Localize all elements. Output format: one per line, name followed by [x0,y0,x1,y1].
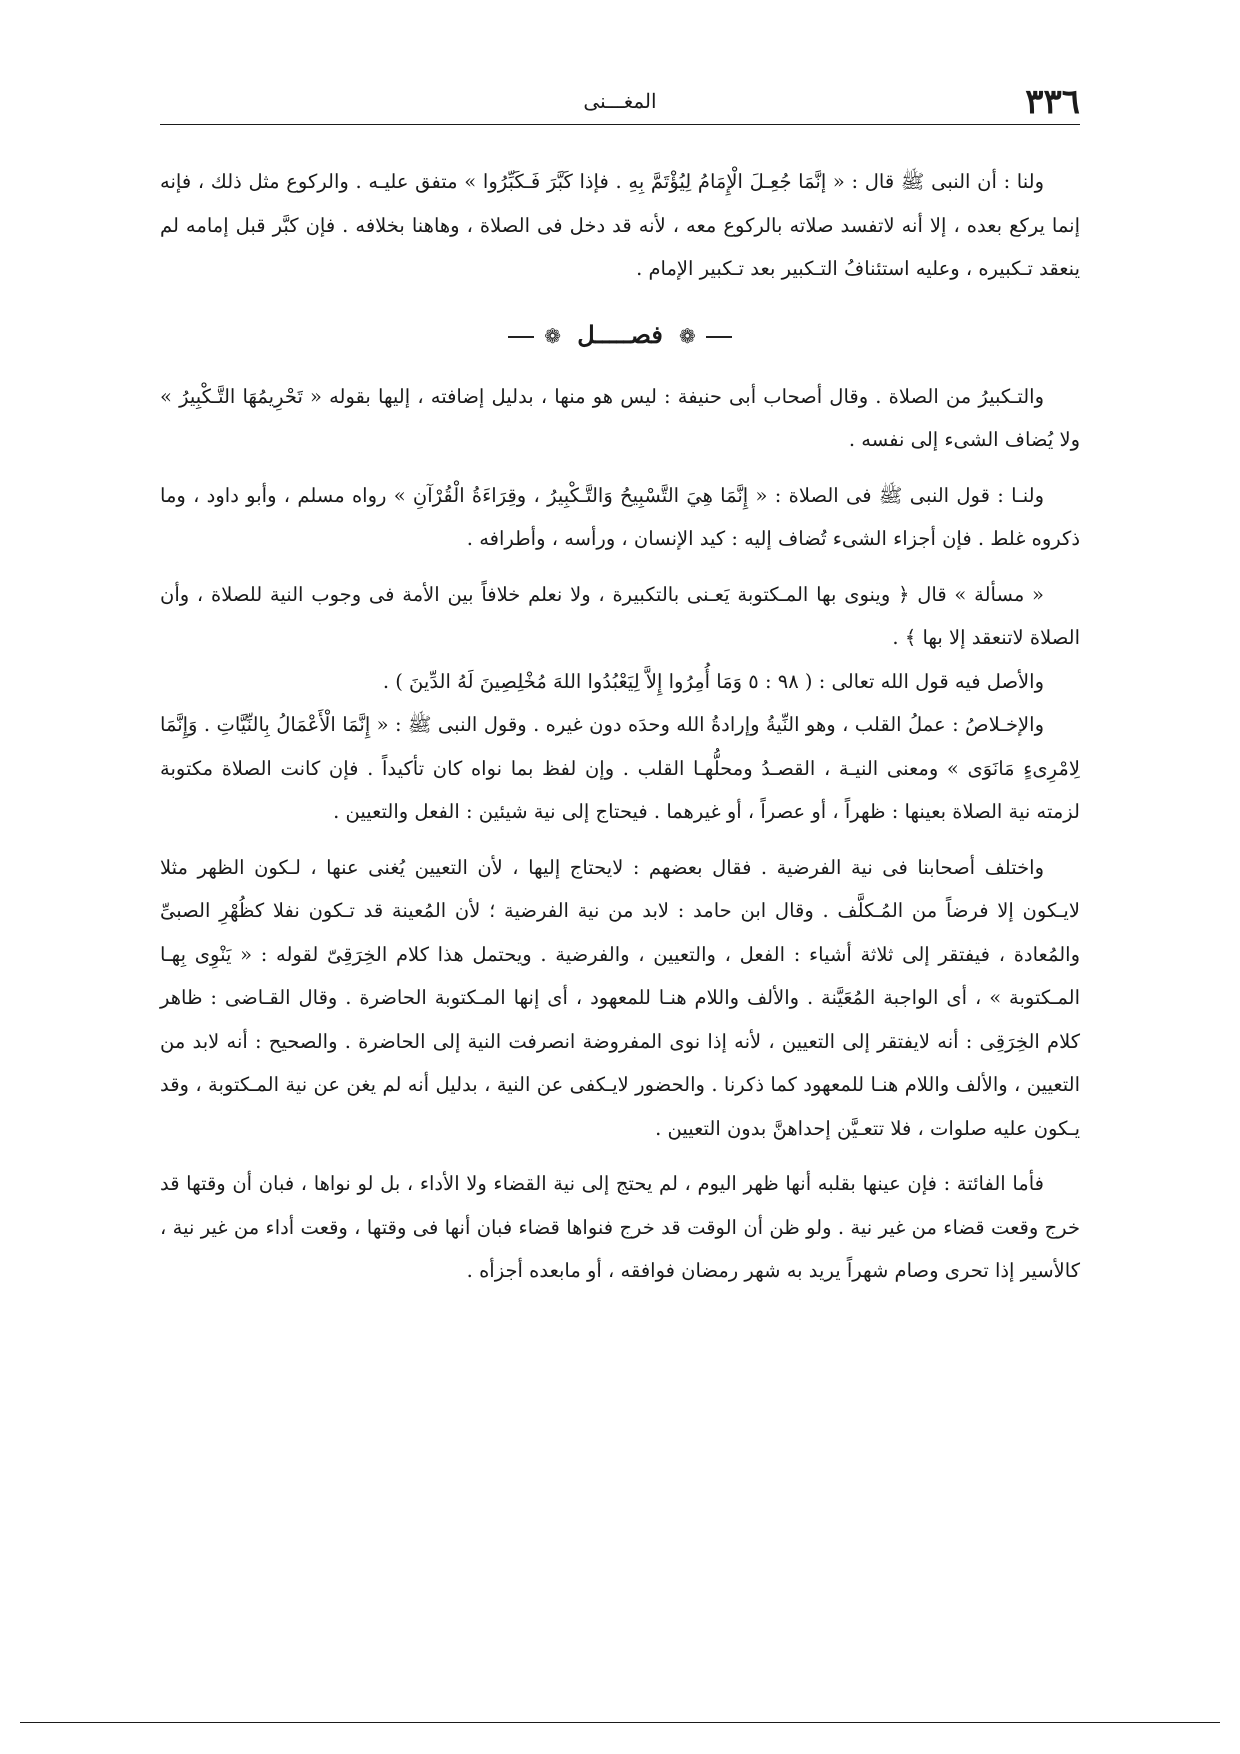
section-heading [160,309,1080,361]
ornament-icon: ❁ [679,323,696,348]
ornament-icon: ❁ [544,323,561,348]
paragraph-7: واختلف أصحابنا فى نية الفرضية . فقال بعضهم : لايحتاج إليها ، لأن التعيين يُغنى عنها ، لـكون الظهر مثلا لايـكون إلا فرضاً من المُـكلَّف . وقال ابن حامد : لابد من نية الفرضية ؛ لأن المُعينة قد تـكون نفلا كظُهْرِ الصبىِّ والمُعادة ، فيفتقر إلى ثلاثة أشياء : الفعل ، والتعيين ، والفرضية . ويحتمل هذا كلام الخِرَقِىّ لقوله : « يَنْوِى بِهـا المـكتوبة » ، أى الواجبة المُعَيَّنة . والألف واللام هنـا للمعهود ، أى إنها المـكتوبة الحاضرة . وقال القـاضى : ظاهر كلام الخِرَقِى : أنه لايفتقر إلى التعيين ، لأنه إذا نوى المفروضة انصرفت النية إلى الحاضرة . والصحيح : أنه لابد من التعيين ، والألف واللام هنـا للمعهود كما ذكرنا . والحضور لايـكفى عن النية ، بدليل أنه لم يغن عن نية المـكتوبة ، وقد يـكون عليه صلوات ، فلا تتعـيَّن إحداهنَّ بدون التعيين . [160,855,1080,1140]
page-number: ٣٣٦ [1025,82,1080,122]
running-title: المغـــنى [583,89,657,113]
header-rule [160,124,1080,125]
ornament-line-right [706,336,732,338]
footer-rule [20,1722,1220,1723]
section-heading-label: فصـــــل [577,319,663,349]
paragraph-5: والأصل فيه قول الله تعالى : ( ٩٨ : ٥ وَمَا أُمِرُوا إِلاَّ لِيَعْبُدُوا اللهَ مُخْلِصِينَ لَهُ الدِّينَ ) . [382,669,1044,693]
paragraph-2: والتـكبيرُ من الصلاة . وقال أصحاب أبى حنيفة : ليس هو منها ، بدليل إضافته ، إليها بقوله « تَحْرِيمُهَا التَّـكْبِيرُ » ولا يُضاف الشىء إلى نفسه . [160,384,1080,451]
paragraph-6: والإخـلاصُ : عملُ القلب ، وهو النِّيةُ وإرادةُ الله وحدَه دون غيره . وقول النبى ﷺ : « إِنَّمَا الْأَعْمَالُ بِالنِّيَّاتِ . وَإِنَّمَا لِامْرِىءٍ مَانَوَى » ومعنى النيـة ، القصـدُ ومحلُّهـا القلب . وإن لفظ بما نواه كان تأكيداً . فإن كانت الصلاة مكتوبة لزمته نية الصلاة بعينها : ظهراً ، أو عصراً ، أو غيرهما . فيحتاج إلى نية شيئين : الفعل والتعيين . [160,713,1080,823]
paragraph-1: ولنا : أن النبى ﷺ قال : « إنَّمَا جُعِـلَ الْإِمَامُ لِيُؤْتَمَّ بِهِ . فإذا كَبَّرَ فَـكَبِّرُوا » متفق عليـه . والركوع مثل ذلك ، فإنه إنما يركع بعده ، إلا أنه لاتفسد صلاته بالركوع معه ، لأنه قد دخل فى الصلاة ، وهاهنا بخلافه . فإن كبَّر قبل إمامه لم ينعقد تـكبيره ، وعليه استئنافُ التـكبير بعد تـكبير الإمام . [160,170,1080,280]
paragraph-4: « مسألة » قال ﴿ وينوى بها المـكتوبة يَعـنى بالتكبيرة ، ولا نعلم خلافاً بين الأمة فى وجوب النية للصلاة ، وأن الصلاة لاتنعقد إلا بها ﴾ . [160,582,1080,649]
paragraph-8: فأما الفائتة : فإن عينها بقلبه أنها ظهر اليوم ، لم يحتج إلى نية القضاء ولا الأداء ، بل لو نواها ، فبان أن وقتها قد خرج وقعت قضاء من غير نية . ولو ظن أن الوقت قد خرج فنواها قضاء فبان أنها فى وقتها ، وقعت أداء من غير نية ، كالأسير إذا تحرى وصام شهراً يريد به شهر رمضان فوافقه ، أو مابعده أجزأه . [160,1172,1080,1282]
page-header [160,82,1080,122]
main-text [160,160,1080,1293]
ornament-line-left [508,336,534,338]
paragraph-3: ولنـا : قول النبى ﷺ فى الصلاة : « إِنَّمَا هِيَ التَّسْبِيحُ وَالتَّـكْبِيرُ ، وقِرَاءَةُ الْقُرْآنِ » رواه مسلم ، وأبو داود ، وما ذكروه غلط . فإن أجزاء الشىء تُضاف إليه : كيد الإنسان ، ورأسه ، وأطرافه . [160,483,1080,550]
